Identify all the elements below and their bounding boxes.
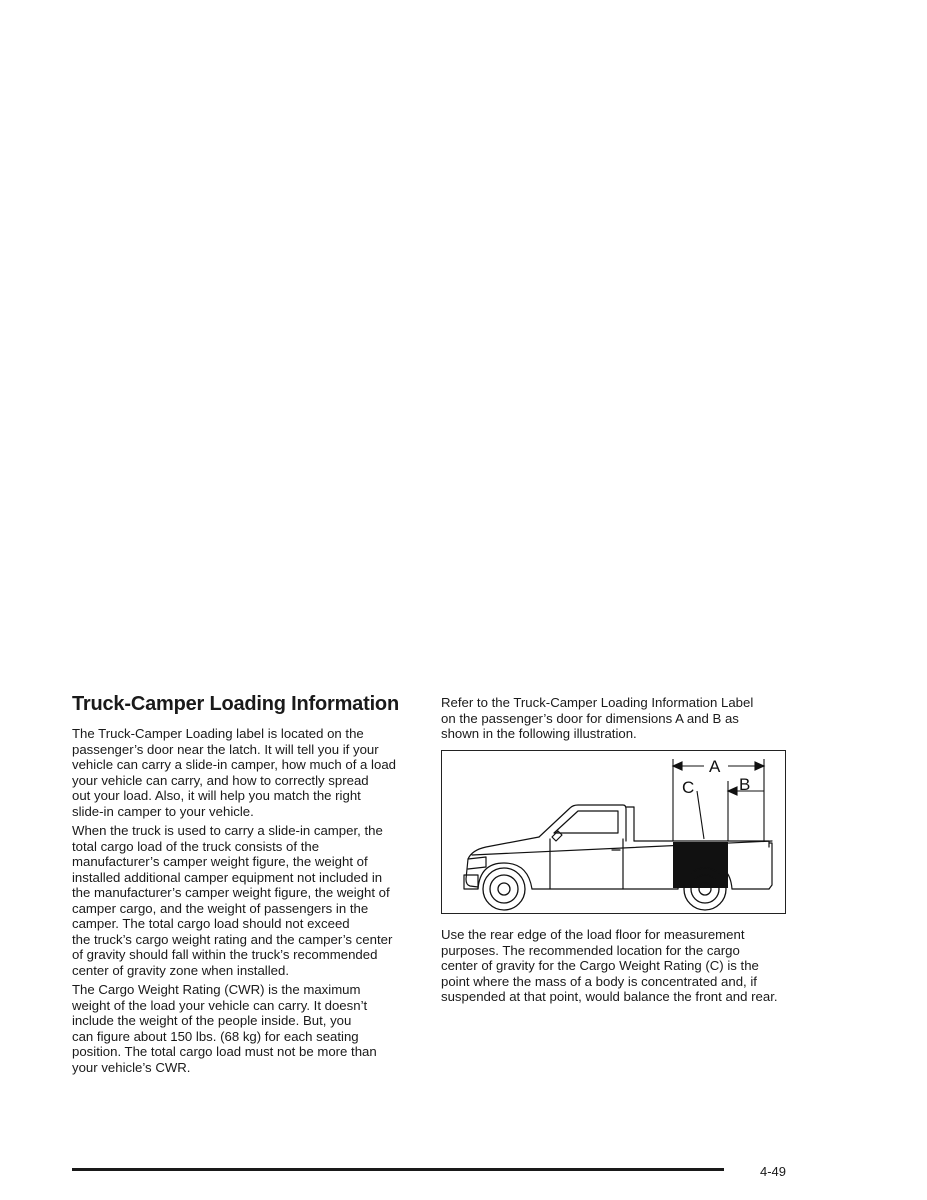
footer-rule [72, 1168, 724, 1171]
figure-caption: Use the rear edge of the load floor for measurement purposes. The recommended location for the cargo center of gravity for the Cargo Weight Rating (C) is the point where the mass of a body is concentrated and, if suspended at that point, would balance the front and rear. [441, 927, 778, 1004]
paragraph-refer-label: Refer to the Truck-Camper Loading Information Label on the passenger’s door for dimensions A and B as shown in the following illustration. [441, 695, 754, 741]
pickup-truck-diagram [442, 751, 787, 915]
paragraph-label-location: The Truck-Camper Loading label is located on the passenger’s door near the latch. It will tell you if your vehicle can carry a slide-in camper, how much of a load your vehicle can carry, and how to correctly spread out your load. Also, it will help you match the right slide-in camper to your vehicle. [72, 726, 396, 819]
label-a: A [709, 757, 721, 776]
page-number: 4-49 [760, 1164, 787, 1179]
truck-camper-illustration [441, 750, 786, 914]
front-wheel [483, 868, 525, 910]
cargo-zone-fill [673, 842, 728, 888]
paragraph-cargo-load: When the truck is used to carry a slide-in camper, the total cargo load of the truck consists of the manufacturer’s camper weight figure, the weight of installed additional camper equipment not included in the manufacturer’s camper weight figure, the weight of camper cargo, and the weight of passengers in the camper. The total cargo load should not exceed the truck’s cargo weight rating and the camper’s center of gravity should fall within the truck’s recommended center of gravity zone when installed. [72, 823, 393, 978]
section-title: Truck-Camper Loading Information [72, 693, 399, 715]
label-b: B [739, 775, 751, 794]
paragraph-cwr: The Cargo Weight Rating (CWR) is the maximum weight of the load your vehicle can carry. It doesn’t include the weight of the people inside. But, you can figure about 150 lbs. (68 kg) for each seating position. The total cargo load must not be more than your vehicle’s CWR. [72, 982, 377, 1075]
label-c: C [682, 778, 695, 797]
